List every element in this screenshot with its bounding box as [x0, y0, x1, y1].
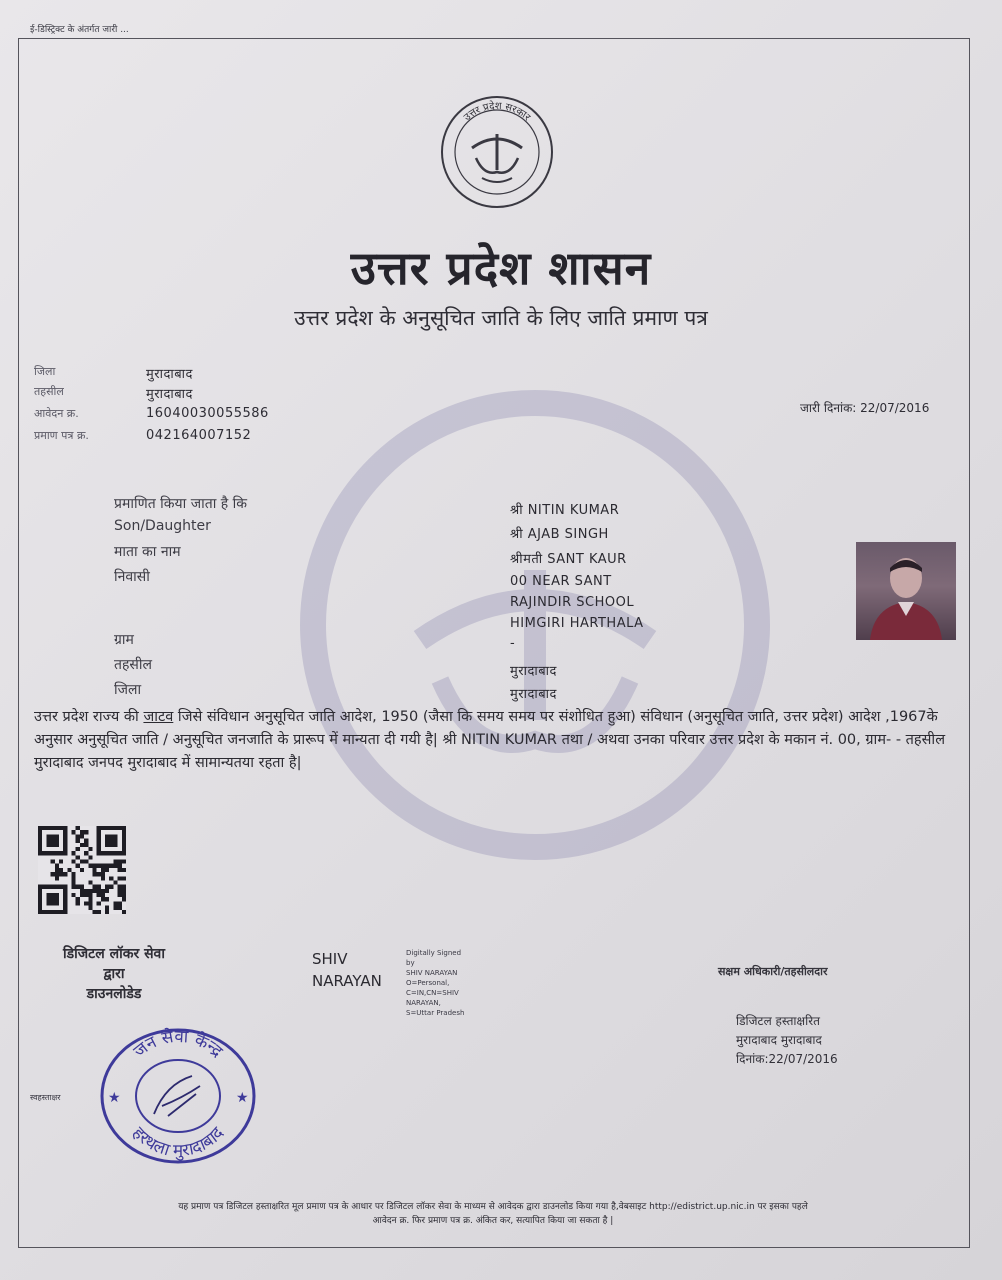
field-label-certified: प्रमाणित किया जाता है कि — [114, 496, 248, 512]
field-label-mother: माता का नाम — [114, 544, 181, 560]
issue-date: जारी दिनांक: 22/07/2016 — [800, 401, 930, 415]
up-government-emblem — [432, 90, 562, 208]
applicant-photo — [856, 542, 956, 640]
seal-star-icon: ★ — [108, 1090, 121, 1106]
self-signature-label: स्वहस्ताक्षर — [30, 1093, 61, 1102]
certificate-subtitle: उत्तर प्रदेश के अनुसूचित जाति के लिए जाति प्रमाण पत्र — [294, 306, 708, 330]
field-value-tehsil: मुरादाबाद — [510, 664, 557, 679]
digitally-signed-label: डिजिटल हस्ताक्षरित — [736, 1014, 820, 1028]
digital-signature-details: Digitally Signed by SHIV NARAYAN O=Personal, C=IN,CN=SHIV NARAYAN, S=Uttar Pradesh — [406, 949, 465, 1017]
field-label-district: जिला — [114, 682, 142, 698]
meta-value-application-no: 16040030055586 — [146, 406, 269, 421]
field-label-resident: निवासी — [114, 569, 150, 585]
field-value-district: मुरादाबाद — [510, 687, 557, 702]
sign-date: दिनांक:22/07/2016 — [736, 1052, 838, 1066]
top-note: ई-डिस्ट्रिक्ट के अंतर्गत जारी ... — [30, 25, 129, 35]
sign-location: मुरादाबाद मुरादाबाद — [736, 1033, 822, 1047]
seal-bottom-text: हरथला मुरादाबाद — [128, 1123, 228, 1162]
meta-value-district: मुरादाबाद — [146, 367, 193, 382]
field-value-name: श्री NITIN KUMAR — [510, 503, 620, 518]
field-value-mother: श्रीमती SANT KAUR — [510, 552, 627, 567]
meta-label-district: जिला — [34, 365, 56, 378]
competent-authority: सक्षम अधिकारी/तहसीलदार — [718, 965, 828, 978]
meta-label-application-no: आवेदन क्र. — [34, 407, 79, 420]
caste-name: जाटव — [143, 709, 174, 725]
field-label-son-daughter: Son/Daughter — [114, 518, 211, 534]
meta-value-tehsil: मुरादाबाद — [146, 387, 193, 402]
field-label-village: ग्राम — [114, 632, 134, 648]
meta-label-certificate-no: प्रमाण पत्र क्र. — [34, 429, 89, 442]
meta-value-certificate-no: 042164007152 — [146, 428, 252, 443]
field-label-tehsil: तहसील — [114, 657, 152, 673]
field-value-address-3: HIMGIRI HARTHALA — [510, 616, 644, 631]
qr-code-icon — [38, 826, 126, 914]
declaration-paragraph: उत्तर प्रदेश राज्य की जाटव जिसे संविधान अनुसूचित जाति आदेश, 1950 (जैसा कि समय समय पर संशोधित हुआ) संविधान (अनुसूचित जाति, उत्तर प्रदेश) आदेश ,1967के अनुसार अनुसूचित जाति / अनुसूचित जनजाति के प्रारूप में मान्यता दी गयी है| श्री NITIN KUMAR तथा / अथवा उनका परिवार उत्तर प्रदेश के मकान नं. 00, ग्राम- - तहसील मुरादाबाद जनपद मुरादाबाद में सामान्यतया रहता है| — [34, 709, 946, 771]
person-silhouette-icon — [856, 542, 956, 640]
seal-top-text: जन सेवा केन्द्र — [129, 1026, 227, 1062]
seal-star-icon: ★ — [236, 1090, 249, 1106]
jan-seva-kendra-seal — [96, 1024, 260, 1164]
emblem-text: उत्तर प्रदेश सरकार — [461, 100, 533, 124]
footer-verification-note: यह प्रमाण पत्र डिजिटल हस्ताक्षरित मूल प्रमाण पत्र के आधार पर डिजिटल लॉकर सेवा के माध्यम से आवेदक द्वारा डाउनलोड किया गया है,वेबसाइट http://edistrict.up.nic.in पर इसका पहले आवेदन क्र. फिर प्रमाण पत्र क्र. अंकित कर, सत्यापित किया जा सकता है | — [178, 1202, 808, 1226]
page-title: उत्तर प्रदेश शासन — [350, 241, 652, 295]
signer-name: SHIV NARAYAN — [312, 950, 382, 990]
field-value-father: श्री AJAB SINGH — [510, 527, 609, 542]
field-value-address-1: 00 NEAR SANT — [510, 574, 612, 589]
field-value-address-2: RAJINDIR SCHOOL — [510, 595, 635, 610]
field-value-village: - — [510, 636, 516, 651]
digilocker-note: डिजिटल लॉकर सेवा द्वारा डाउनलोडेड — [63, 946, 165, 1002]
meta-label-tehsil: तहसील — [34, 385, 64, 398]
svg-text:जन सेवा केन्द्र — [130, 1026, 227, 1062]
declared-person-name: श्री NITIN KUMAR — [442, 732, 558, 748]
